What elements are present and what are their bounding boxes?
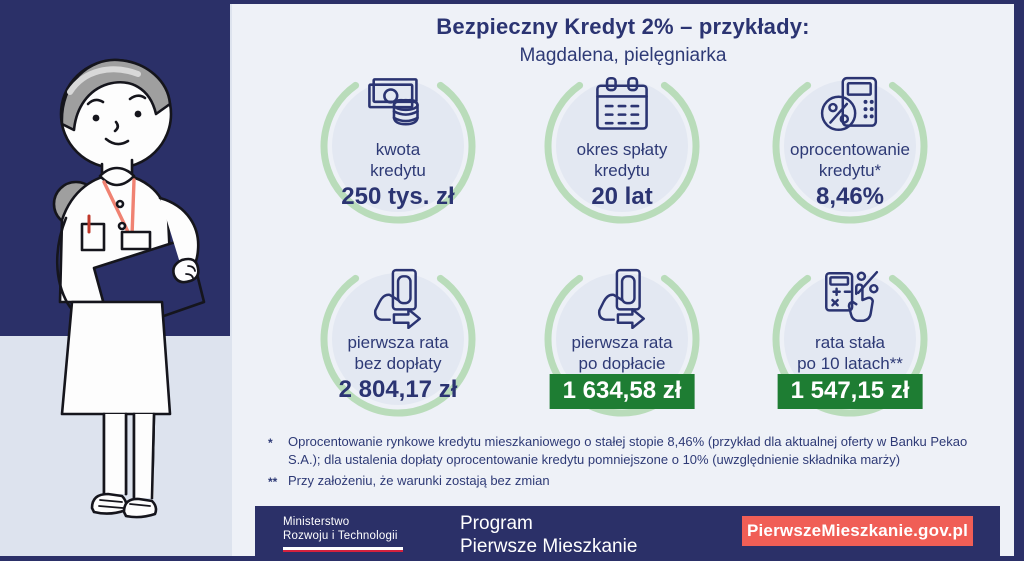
stat-label: kredytu: [594, 161, 650, 180]
calculator-hand-percent-icon: [755, 266, 945, 330]
calendar-icon: [527, 73, 717, 137]
footnote-marker: *: [268, 436, 273, 450]
page-subtitle: Magdalena, pielęgniarka: [519, 45, 727, 66]
website-url-badge[interactable]: PierwszeMieszkanie.gov.pl: [742, 516, 973, 546]
stat-value: 250 tys. zł: [341, 183, 455, 210]
stat-loan-amount: [303, 51, 493, 247]
calculator-percent-icon: [755, 73, 945, 137]
stat-first-installment-with-subsidy: [527, 244, 717, 440]
stat-value-badge: 1 547,15 zł: [778, 374, 923, 409]
ministry-name-line1: Ministerstwo: [283, 516, 350, 528]
poland-flag-underline: [283, 547, 403, 552]
footer-bar: [255, 506, 1000, 561]
stat-interest-rate: [755, 51, 945, 247]
hand-payment-icon: [303, 266, 493, 330]
program-line1: Program: [460, 513, 533, 534]
stat-label: po dopłacie: [578, 354, 666, 373]
stat-label: pierwsza rata: [347, 333, 449, 352]
stat-label: oprocentowanie: [789, 140, 911, 159]
footnote-marker: **: [268, 475, 278, 489]
program-line2: Pierwsze Mieszkanie: [460, 536, 638, 557]
ministry-name-line2: Rozwoju i Technologii: [283, 530, 398, 542]
nurse-illustration: [46, 52, 231, 547]
banknote-coins-icon: [303, 73, 493, 137]
stat-label: okres spłaty: [576, 140, 668, 159]
program-title: [460, 512, 637, 558]
stat-fixed-installment-after-10-years: [755, 244, 945, 440]
footnote-text: Oprocentowanie rynkowe kredytu mieszkaniowego o stałej stopie 8,46% (przykład dla aktualnej oferty w Banku Pekao S.A.); dla ustalenia dopłaty oprocentowanie kredytu pomniejszone o 10% (uwzględnienie składnika marży): [288, 434, 968, 467]
stat-value: 8,46%: [815, 183, 885, 210]
stat-label: bez dopłaty: [354, 354, 442, 373]
stat-first-installment-no-subsidy: [303, 244, 493, 440]
stat-loan-period: [527, 51, 717, 247]
ministry-logo: [283, 515, 403, 552]
stat-label: kredytu: [370, 161, 426, 180]
hand-payment-icon: [527, 266, 717, 330]
right-border: [1014, 0, 1024, 561]
stat-label: po 10 latach**: [797, 354, 903, 373]
stat-label: kredytu*: [818, 161, 882, 180]
stat-label: kwota: [375, 140, 421, 159]
page-title: Bezpieczny Kredyt 2% – przykłady:: [436, 14, 810, 39]
footnotes: [268, 433, 994, 494]
stat-value: 20 lat: [591, 183, 653, 210]
stat-value-badge: 1 634,58 zł: [550, 374, 695, 409]
footnote-1: [268, 433, 994, 469]
stat-value: 2 804,17 zł: [338, 376, 458, 403]
stat-label: rata stała: [815, 333, 885, 352]
stat-label: pierwsza rata: [571, 333, 673, 352]
footnote-text: Przy założeniu, że warunki zostają bez zmian: [288, 473, 550, 488]
footnote-2: [268, 472, 994, 491]
